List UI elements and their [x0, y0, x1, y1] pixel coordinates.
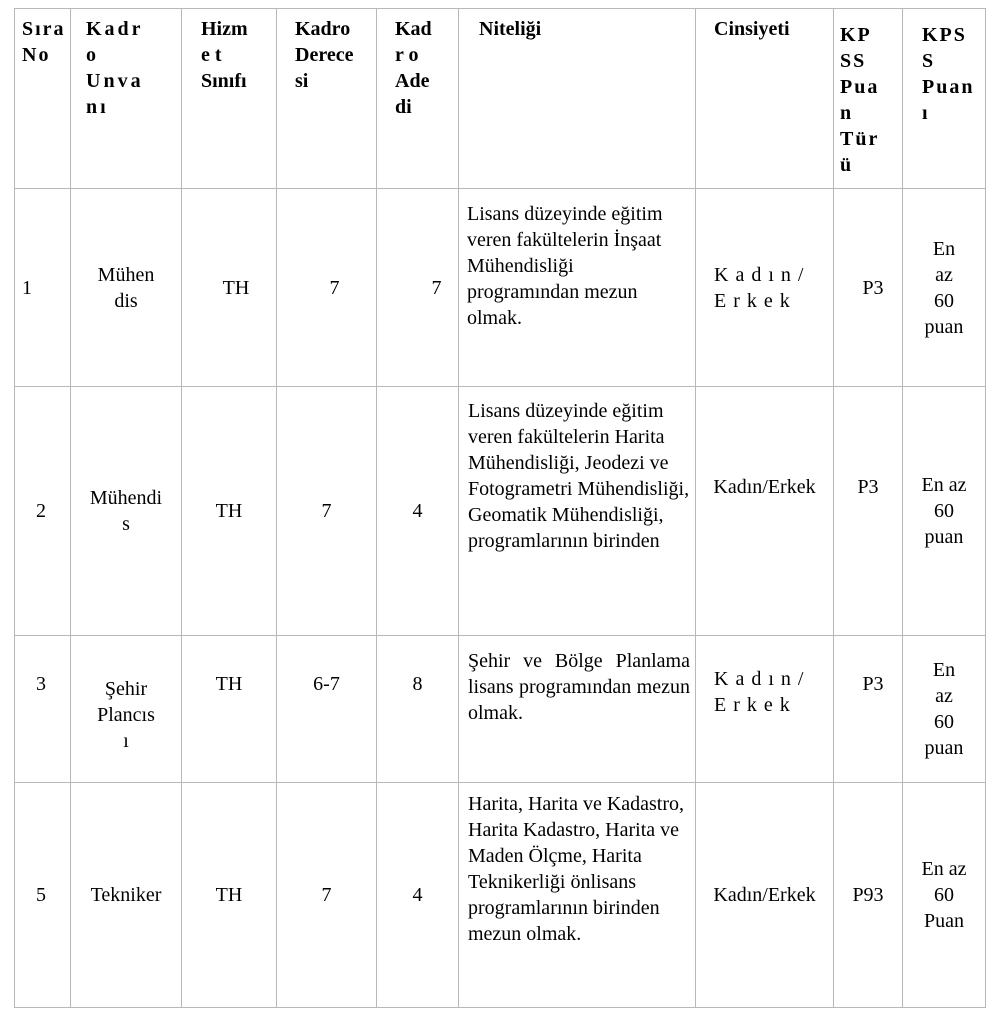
table-row-1-adet: 7: [431, 276, 442, 299]
table-row-2-derece: 7: [321, 500, 332, 522]
table-row-3-puan-turu: P3: [862, 673, 884, 695]
table-row-4-nitelik: Harita, Harita ve Kadastro, Harita Kadastro, Harita ve Maden Ölçme, Harita Teknikerliği önlisans programlarının birinden mezun olmak.: [468, 793, 685, 945]
table-row-3-nitelik: Şehir ve Bölge Planlama lisans programından mezun olmak.: [468, 650, 690, 724]
table-row-3-derece: 6-7: [313, 673, 340, 695]
table-row-4-unvan: Tekniker: [90, 884, 162, 906]
header-hizmet-sinifi: Hizm e t Sınıfı: [201, 18, 248, 92]
table-row-2-cinsiyet: Kadın/Erkek: [713, 476, 816, 498]
table-row-2-adet: 4: [412, 500, 423, 522]
table-row-2-nitelik: Lisans düzeyinde eğitim veren fakültelerin Harita Mühendisliği, Jeodezi ve Fotogrametri Mühendisliği, Geomatik Mühendisliği, programlarının birinden: [468, 400, 690, 552]
positions-table: [14, 8, 986, 1008]
table-row-1-unvan: Mühen dis: [97, 263, 155, 312]
table-row-4-derece: 7: [321, 884, 332, 906]
table-row-2-puan-turu: P3: [857, 476, 879, 498]
table-row-3-puan: En az 60 puan: [924, 659, 964, 759]
table-row-3-sira: 3: [36, 673, 46, 695]
table-row-4-adet: 4: [412, 884, 423, 906]
table-row-3-cinsiyet: Kadın/ Erkek: [714, 668, 811, 716]
table-row-4-puan-turu: P93: [852, 884, 884, 906]
header-kpss-puani: KPS S Puan ı: [922, 24, 975, 124]
table-row-2-sinif: TH: [215, 500, 243, 522]
header-sira-no: Sıra No: [22, 18, 66, 66]
table-row-2-puan: En az 60 puan: [921, 474, 967, 548]
table-row-4-cinsiyet: Kadın/Erkek: [713, 884, 816, 906]
header-kadro-derecesi: Kadro Derece si: [295, 18, 354, 92]
table-row-4-sinif: TH: [215, 884, 243, 906]
table-row-4-puan: En az 60 Puan: [921, 858, 967, 932]
table-row-1-puan: En az 60 puan: [924, 237, 964, 338]
table-row-1-nitelik: Lisans düzeyinde eğitim veren fakültelerin İnşaat Mühendisliği programından mezun olmak.: [467, 203, 663, 329]
table-row-4-sira: 5: [36, 884, 46, 906]
table-row-3-unvan: Şehir Plancıs ı: [97, 678, 155, 752]
table-row-2-unvan: Mühendi s: [89, 487, 163, 535]
header-kpss-puan-turu: KP SS Pua n Tür ü: [840, 24, 880, 176]
table-row-2-sira: 2: [36, 500, 46, 522]
table-row-1-derece: 7: [329, 276, 340, 299]
table-row-1-sira: 1: [22, 276, 32, 299]
header-kadro-unvani: Kadr o Unva nı: [86, 18, 144, 118]
header-kadro-adedi: Kad r o Ade di: [395, 18, 432, 118]
header-niteligi: Niteliği: [479, 18, 542, 40]
table-row-3-adet: 8: [412, 673, 423, 695]
table-row-1-sinif: TH: [222, 276, 250, 299]
header-cinsiyeti: Cinsiyeti: [714, 18, 790, 40]
table-row-3-sinif: TH: [215, 673, 243, 695]
table-row-1-puan-turu: P3: [862, 276, 884, 299]
table-row-1-cinsiyet: Kadın/ Erkek: [714, 263, 811, 312]
